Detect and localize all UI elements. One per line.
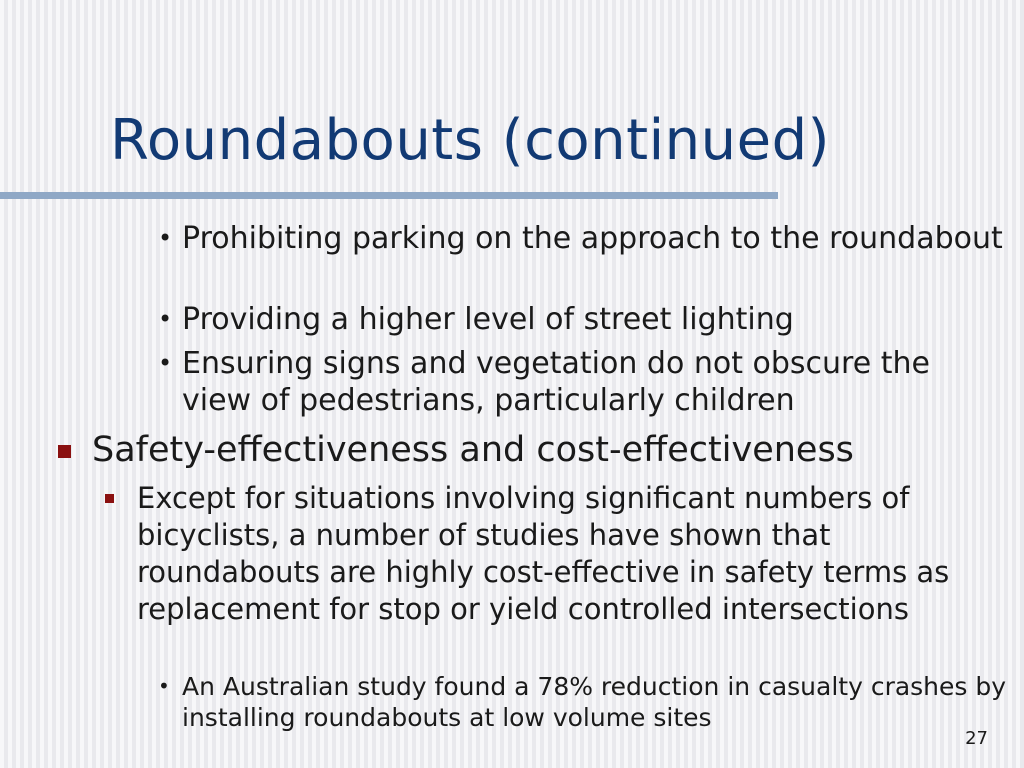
square-bullet-icon xyxy=(105,494,114,503)
bullet-text: Providing a higher level of street lighting xyxy=(182,302,794,337)
bullet-item-main xyxy=(56,430,1006,470)
bullet-text: Except for situations involving significant numbers of bicyclists, a number of studies have shown that roundabouts are highly cost-effective in safety terms as replacement for stop or yield controlled intersections xyxy=(137,481,950,626)
bullet-item xyxy=(158,301,1008,338)
bullet-text: Prohibiting parking on the approach to the roundabout xyxy=(182,221,1003,256)
bullet-item xyxy=(158,345,1008,419)
bullet-text: An Australian study found a 78% reduction in casualty crashes by installing roundabouts at low volume sites xyxy=(182,672,1007,732)
bullet-item xyxy=(105,480,1005,628)
bullet-text: Safety-effectiveness and cost-effectiveness xyxy=(92,430,854,470)
square-bullet-icon xyxy=(58,445,71,458)
bullet-dot-icon: • xyxy=(158,305,173,333)
title-divider xyxy=(0,192,778,199)
slide-title: Roundabouts (continued) xyxy=(110,108,830,173)
bullet-dot-icon: • xyxy=(158,224,173,252)
bullet-dot-icon: • xyxy=(158,349,173,377)
bullet-dot-icon: • xyxy=(158,674,170,698)
bullet-item xyxy=(158,671,1018,733)
page-number: 27 xyxy=(965,728,988,749)
bullet-item xyxy=(158,220,1008,257)
bullet-text: Ensuring signs and vegetation do not obscure the view of pedestrians, particularly children xyxy=(182,346,930,418)
